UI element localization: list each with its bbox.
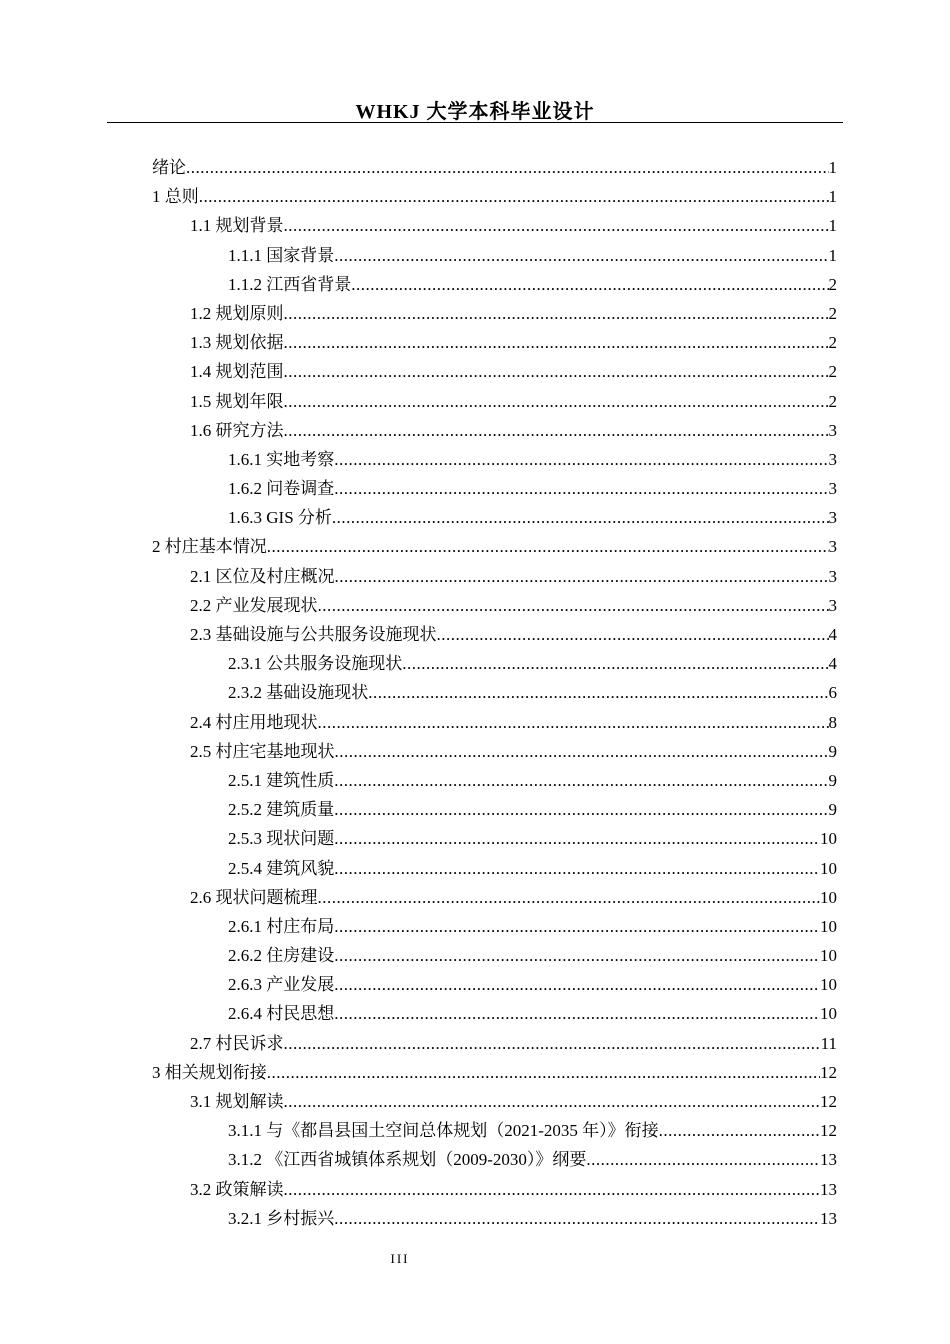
toc-entry-title: 1.6.1 实地考察: [228, 449, 335, 469]
toc-entry-page: 1: [828, 245, 837, 265]
toc-entry[interactable]: [152, 241, 837, 270]
toc-entry-title: 2.5.2 建筑质量: [228, 800, 335, 820]
toc-entry-page: 1: [828, 158, 837, 177]
toc-entry-page: 10: [820, 975, 837, 995]
toc-entry[interactable]: [152, 620, 837, 649]
toc-entry-page: 10: [820, 946, 837, 966]
toc-dot-leader: [284, 1029, 821, 1058]
toc-entry[interactable]: [152, 824, 837, 853]
toc-entry[interactable]: [152, 357, 837, 386]
toc-entry-page: 3: [828, 595, 837, 615]
toc-dot-leader: [318, 591, 829, 620]
toc-dot-leader: [284, 357, 829, 386]
toc-entry-page: 13: [820, 1150, 837, 1170]
toc-entry-title: 2.6.1 村庄布局: [228, 916, 335, 936]
toc-dot-leader: [284, 416, 829, 445]
toc-dot-leader: [351, 270, 828, 299]
toc-entry-page: 12: [820, 1092, 837, 1111]
toc-entry-title: 2.4 村庄用地现状: [190, 712, 318, 732]
toc-dot-leader: [334, 970, 820, 999]
toc-entry[interactable]: [152, 591, 837, 620]
toc-dot-leader: [334, 795, 828, 824]
header-divider: [107, 122, 843, 123]
toc-entry[interactable]: [152, 883, 837, 912]
toc-entry-title: 1.1 规划背景: [190, 216, 284, 236]
toc-dot-leader: [334, 1204, 820, 1233]
toc-entry-title: 2.5.4 建筑风貌: [228, 858, 335, 878]
table-of-contents: [152, 153, 837, 1233]
toc-dot-leader: [335, 562, 829, 591]
toc-dot-leader: [334, 854, 820, 883]
toc-dot-leader: [335, 737, 829, 766]
toc-entry-page: 3: [828, 537, 837, 557]
toc-entry-title: 1.2 规划原则: [190, 303, 284, 323]
toc-entry[interactable]: [152, 211, 837, 240]
toc-entry-title: 3 相关规划衔接: [152, 1062, 267, 1082]
toc-entry-page: 2: [828, 303, 837, 323]
toc-entry[interactable]: [152, 182, 837, 211]
toc-dot-leader: [334, 766, 828, 795]
toc-entry-title: 3.1.2 《江西省城镇体系规划（2009-2030）》纲要: [228, 1150, 587, 1170]
toc-entry-page: 10: [820, 1004, 837, 1024]
toc-entry-title: 1.6 研究方法: [190, 420, 284, 440]
toc-entry[interactable]: [152, 503, 837, 532]
toc-entry-title: 1.1.2 江西省背景: [228, 274, 352, 294]
toc-entry[interactable]: [152, 737, 837, 766]
toc-entry-page: 10: [820, 858, 837, 878]
toc-entry-page: 3: [828, 508, 837, 528]
toc-dot-leader: [284, 1087, 821, 1116]
toc-dot-leader: [437, 620, 829, 649]
toc-dot-leader: [318, 708, 829, 737]
toc-dot-leader: [334, 912, 820, 941]
toc-entry[interactable]: [152, 299, 837, 328]
toc-entry-title: 2.2 产业发展现状: [190, 595, 318, 615]
toc-entry-title: 2.5 村庄宅基地现状: [190, 741, 335, 761]
toc-dot-leader: [334, 445, 828, 474]
toc-entry-page: 2: [828, 362, 837, 382]
toc-entry-title: 绪论: [152, 158, 186, 177]
toc-entry[interactable]: [152, 854, 837, 883]
toc-entry-title: 2.3.2 基础设施现状: [228, 683, 369, 703]
toc-dot-leader: [332, 503, 829, 532]
toc-entry-title: 2.6.3 产业发展: [228, 975, 335, 995]
toc-dot-leader: [284, 387, 829, 416]
toc-dot-leader: [186, 153, 829, 182]
toc-entry[interactable]: [152, 1204, 837, 1233]
toc-entry[interactable]: [152, 562, 837, 591]
toc-entry-title: 2.5.3 现状问题: [228, 829, 335, 849]
toc-entry-title: 1 总则: [152, 187, 199, 207]
toc-entry-title: 2.3 基础设施与公共服务设施现状: [190, 625, 437, 644]
toc-entry-title: 1.3 规划依据: [190, 333, 284, 353]
toc-entry-page: 9: [828, 800, 837, 820]
toc-entry-page: 1: [828, 187, 837, 207]
toc-entry-page: 3: [828, 420, 837, 440]
toc-entry-page: 8: [828, 712, 837, 732]
toc-dot-leader: [284, 1175, 821, 1204]
toc-entry[interactable]: [152, 999, 837, 1028]
toc-dot-leader: [199, 182, 829, 211]
toc-entry-page: 11: [820, 1033, 837, 1053]
toc-dot-leader: [659, 1116, 820, 1145]
toc-entry-title: 2.6.4 村民思想: [228, 1004, 335, 1024]
toc-entry[interactable]: [152, 445, 837, 474]
toc-entry[interactable]: [152, 766, 837, 795]
toc-entry-page: 4: [828, 654, 837, 674]
toc-entry[interactable]: [152, 387, 837, 416]
toc-entry-page: 2: [828, 391, 837, 411]
toc-entry[interactable]: [152, 678, 837, 707]
toc-entry-title: 1.4 规划范围: [190, 362, 284, 382]
toc-entry-page: 10: [820, 829, 837, 849]
toc-entry-page: 2: [828, 333, 837, 353]
toc-entry-title: 3.1.1 与《都昌县国土空间总体规划（2021-2035 年）》衔接: [228, 1121, 659, 1141]
toc-entry[interactable]: [152, 912, 837, 941]
toc-entry[interactable]: [152, 328, 837, 357]
toc-entry-title: 1.6.2 问卷调查: [228, 479, 335, 499]
toc-entry[interactable]: [152, 1175, 837, 1204]
toc-entry-title: 1.6.3 GIS 分析: [228, 508, 332, 528]
toc-entry-title: 2.6.2 住房建设: [228, 946, 335, 966]
toc-entry[interactable]: [152, 970, 837, 999]
toc-entry[interactable]: [152, 1116, 837, 1145]
toc-dot-leader: [402, 649, 828, 678]
toc-entry[interactable]: [152, 1087, 837, 1116]
toc-entry-page: 10: [820, 887, 837, 907]
toc-entry-title: 2.5.1 建筑性质: [228, 770, 335, 790]
toc-dot-leader: [284, 328, 829, 357]
toc-entry-title: 3.2.1 乡村振兴: [228, 1208, 335, 1228]
toc-dot-leader: [334, 941, 820, 970]
toc-dot-leader: [284, 299, 829, 328]
page-number: III: [390, 1251, 410, 1266]
toc-entry-title: 2.6 现状问题梳理: [190, 887, 318, 907]
toc-dot-leader: [586, 1145, 820, 1174]
toc-entry-page: 13: [820, 1179, 837, 1199]
toc-entry-page: 6: [828, 683, 837, 703]
toc-entry-page: 3: [828, 449, 837, 469]
toc-dot-leader: [267, 1058, 820, 1087]
toc-entry-page: 9: [828, 770, 837, 790]
toc-entry-page: 12: [820, 1062, 837, 1082]
toc-entry-page: 9: [828, 741, 837, 761]
toc-entry-page: 13: [820, 1208, 837, 1228]
toc-dot-leader: [334, 999, 820, 1028]
toc-entry-title: 1.1.1 国家背景: [228, 245, 335, 265]
toc-entry-page: 3: [828, 479, 837, 499]
toc-dot-leader: [334, 474, 828, 503]
toc-entry[interactable]: [152, 416, 837, 445]
toc-entry-page: 2: [828, 274, 837, 294]
toc-entry-page: 4: [828, 625, 837, 644]
toc-entry[interactable]: [152, 795, 837, 824]
toc-entry[interactable]: [152, 474, 837, 503]
toc-entry[interactable]: [152, 532, 837, 561]
page-header-title: WHKJ 大学本科毕业设计: [355, 101, 595, 123]
toc-entry[interactable]: [152, 708, 837, 737]
toc-entry-page: 1: [828, 216, 837, 236]
toc-entry-title: 2.3.1 公共服务设施现状: [228, 654, 403, 674]
toc-entry-title: 3.1 规划解读: [190, 1092, 284, 1111]
toc-dot-leader: [284, 211, 829, 240]
toc-entry-title: 3.2 政策解读: [190, 1179, 284, 1199]
toc-entry-title: 2.7 村民诉求: [190, 1033, 284, 1053]
toc-entry[interactable]: [152, 1058, 837, 1087]
toc-entry[interactable]: [152, 153, 837, 182]
toc-dot-leader: [368, 678, 828, 707]
toc-entry[interactable]: [152, 270, 837, 299]
toc-dot-leader: [334, 824, 820, 853]
toc-entry[interactable]: [152, 941, 837, 970]
toc-dot-leader: [334, 241, 828, 270]
toc-dot-leader: [267, 532, 829, 561]
toc-entry-page: 12: [820, 1121, 837, 1141]
toc-entry[interactable]: [152, 649, 837, 678]
toc-entry-page: 10: [820, 916, 837, 936]
toc-entry[interactable]: [152, 1145, 837, 1174]
toc-dot-leader: [318, 883, 821, 912]
toc-entry[interactable]: [152, 1029, 837, 1058]
toc-entry-title: 2.1 区位及村庄概况: [190, 566, 335, 586]
toc-entry-page: 3: [828, 566, 837, 586]
toc-entry-title: 1.5 规划年限: [190, 391, 284, 411]
toc-entry-title: 2 村庄基本情况: [152, 537, 267, 557]
